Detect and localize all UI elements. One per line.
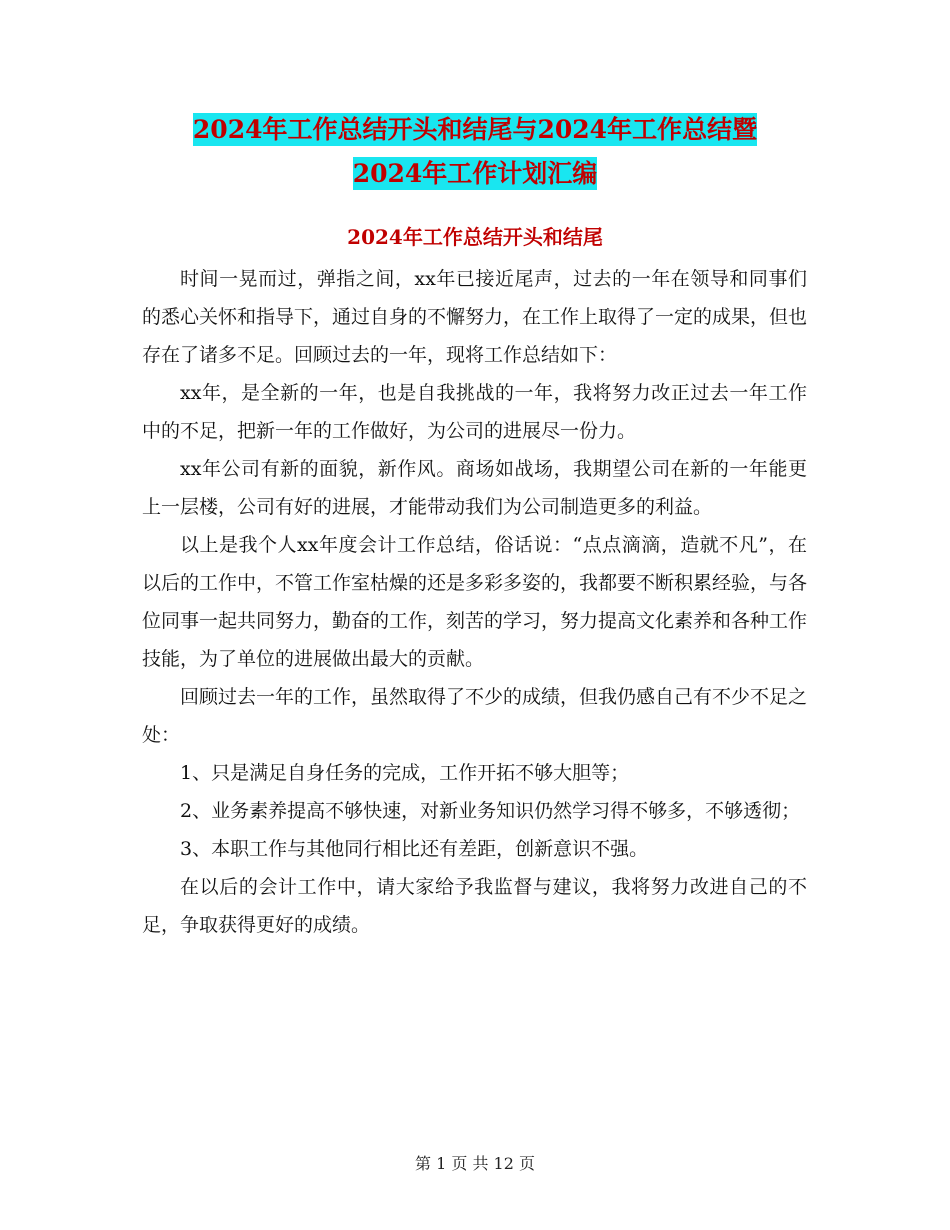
paragraph: 以上是我个人xx年度会计工作总结，俗话说：“点点滴滴，造就不凡”，在以后的工作中，不管工作室枯燥的还是多彩多姿的，我都要不断积累经验，与各位同事一起共同努力，勤奋的工作，刻苦的学习，努力提高文化素养和各种工作技能，为了单位的进展做出最大的贡献。 [142, 534, 808, 670]
list-item-2: 2、业务素养提高不够快速，对新业务知识仍然学习得不够多，不够透彻； [180, 800, 801, 822]
list-item-3: 3、本职工作与其他同行相比还有差距，创新意识不强。 [180, 838, 649, 860]
list-item-1: 1、只是满足自身任务的完成，工作开拓不够大胆等； [180, 762, 630, 784]
document-title-line-2 [0, 156, 950, 192]
paragraph: xx年公司有新的面貌，新作风。商场如战场，我期望公司在新的一年能更上一层楼，公司有好的进展，才能带动我们为公司制造更多的利益。 [142, 458, 807, 518]
section-heading: 2024年工作总结开头和结尾 [347, 225, 603, 249]
paragraph: 时间一晃而过，弹指之间，xx年已接近尾声，过去的一年在领导和同事们的悉心关怀和指导下，通过自身的不懈努力，在工作上取得了一定的成果，但也存在了诸多不足。回顾过去的一年，现将工作总结如下： [142, 268, 808, 366]
document-body [142, 260, 807, 944]
paragraph: 在以后的会计工作中，请大家给予我监督与建议，我将努力改进自己的不足，争取获得更好的成绩。 [142, 876, 807, 936]
paragraph: 回顾过去一年的工作，虽然取得了不少的成绩，但我仍感自己有不少不足之处： [142, 686, 808, 746]
document-title-line-1 [0, 112, 950, 148]
document-title-line-1-text: 2024年工作总结开头和结尾与2024年工作总结暨 [192, 115, 758, 144]
page-number-footer: 第 1 页 共 12 页 [415, 1154, 535, 1173]
document-title-line-2-text: 2024年工作计划汇编 [352, 159, 598, 188]
paragraph: xx年，是全新的一年，也是自我挑战的一年，我将努力改正过去一年工作中的不足，把新一年的工作做好，为公司的进展尽一份力。 [142, 382, 807, 442]
